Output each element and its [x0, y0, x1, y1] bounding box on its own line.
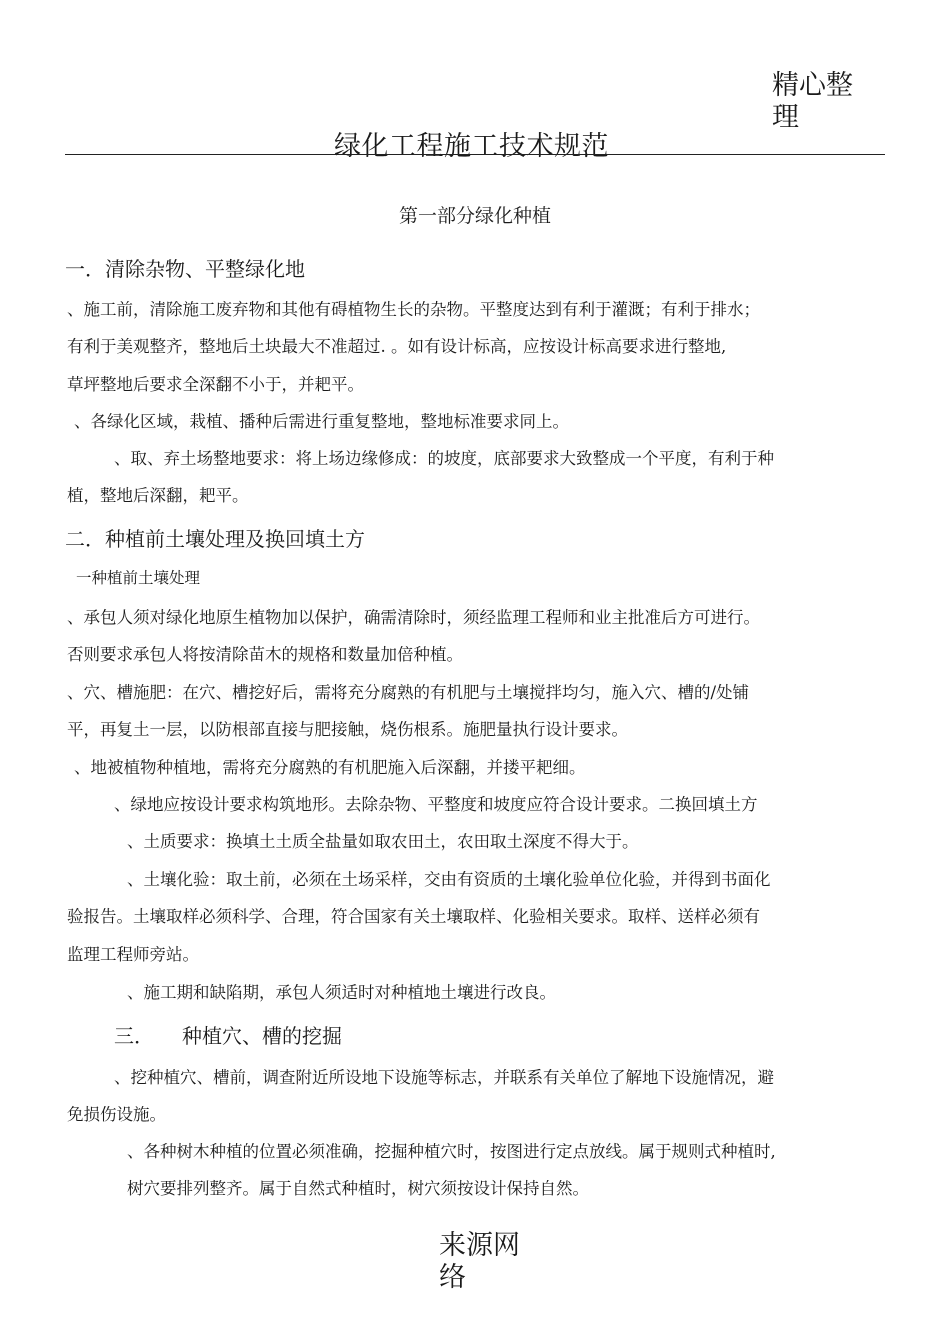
- section-2-line: 、地被植物种植地，需将充分腐熟的有机肥施入后深翻，并搂平耙细。: [74, 758, 586, 777]
- section-2-line: 、施工期和缺陷期，承包人须适时对种植地土壤进行改良。: [127, 983, 556, 1002]
- section-2-line: 、承包人须对绿化地原生植物加以保护，确需清除时，须经监理工程师和业主批准后方可进行。: [67, 608, 760, 627]
- section-2-line: 、土质要求：换填土土质全盐量如取农田土，农田取土深度不得大于。: [127, 832, 639, 851]
- section-1-line: 、施工前，清除施工废弃物和其他有碍植物生长的杂物。平整度达到有利于灌溉；有利于排水；: [67, 300, 760, 319]
- section-2-subheading: 一种植前土壤处理: [76, 569, 201, 587]
- section-3-line: 、各种树木种植的位置必须准确，挖掘种植穴时，按图进行定点放线。属于规则式种植时,: [127, 1142, 776, 1161]
- section-2-line: 监理工程师旁站。: [67, 945, 199, 964]
- section-2-line: 、穴、槽施肥：在穴、槽挖好后，需将充分腐熟的有机肥与土壤搅拌均匀，施入穴、槽的/处铺: [67, 683, 750, 702]
- title-underline: [65, 154, 885, 155]
- section-2-line: 、土壤化验：取土前，必须在土场采样，交由有资质的土壤化验单位化验，并得到书面化: [127, 870, 771, 889]
- document-title: 绿化工程施工技术规范: [334, 131, 609, 162]
- section-2-line: 、绿地应按设计要求构筑地形。去除杂物、平整度和坡度应符合设计要求。二换回填土方: [114, 795, 758, 814]
- section-1-line: 植，整地后深翻，耙平。: [67, 486, 249, 505]
- watermark-stamp-bottom: 来源网络: [439, 1230, 520, 1293]
- section-1-line: 有利于美观整齐，整地后土块最大不准超过. 。如有设计标高，应按设计标高要求进行整地,: [67, 337, 727, 356]
- section-1-line: 草坪整地后要求全深翻不小于，并耙平。: [67, 375, 364, 394]
- section-2-line: 否则要求承包人将按清除苗木的规格和数量加倍种植。: [67, 645, 463, 664]
- section-3-line: 、挖种植穴、槽前，调查附近所设地下设施等标志，并联系有关单位了解地下设施情况，避: [114, 1068, 774, 1087]
- section-1-heading: 一．清除杂物、平整绿化地: [65, 257, 305, 281]
- part-title: 第一部分绿化种植: [398, 205, 551, 227]
- section-1-line: 、各绿化区域，栽植、播种后需进行重复整地，整地标准要求同上。: [74, 412, 569, 431]
- section-3-heading: 种植穴、槽的挖掘: [182, 1024, 342, 1048]
- section-2-heading: 二．种植前土壤处理及换回填土方: [65, 527, 365, 551]
- watermark-stamp-top: 精心整理: [772, 70, 853, 133]
- section-2-line: 验报告。土壤取样必须科学、合理，符合国家有关土壤取样、化验相关要求。取样、送样必须有: [67, 907, 760, 926]
- section-2-line: 平，再复土一层，以防根部直接与肥接触，烧伤根系。施肥量执行设计要求。: [67, 720, 628, 739]
- section-3-line: 树穴要排列整齐。属于自然式种植时，树穴须按设计保持自然。: [127, 1179, 589, 1198]
- section-1-line: 、取、弃土场整地要求：将上场边缘修成：的坡度，底部要求大致整成一个平度，有利于种: [114, 449, 774, 468]
- section-3-line: 免损伤设施。: [67, 1105, 166, 1124]
- section-3-heading-number: 三．: [114, 1024, 154, 1048]
